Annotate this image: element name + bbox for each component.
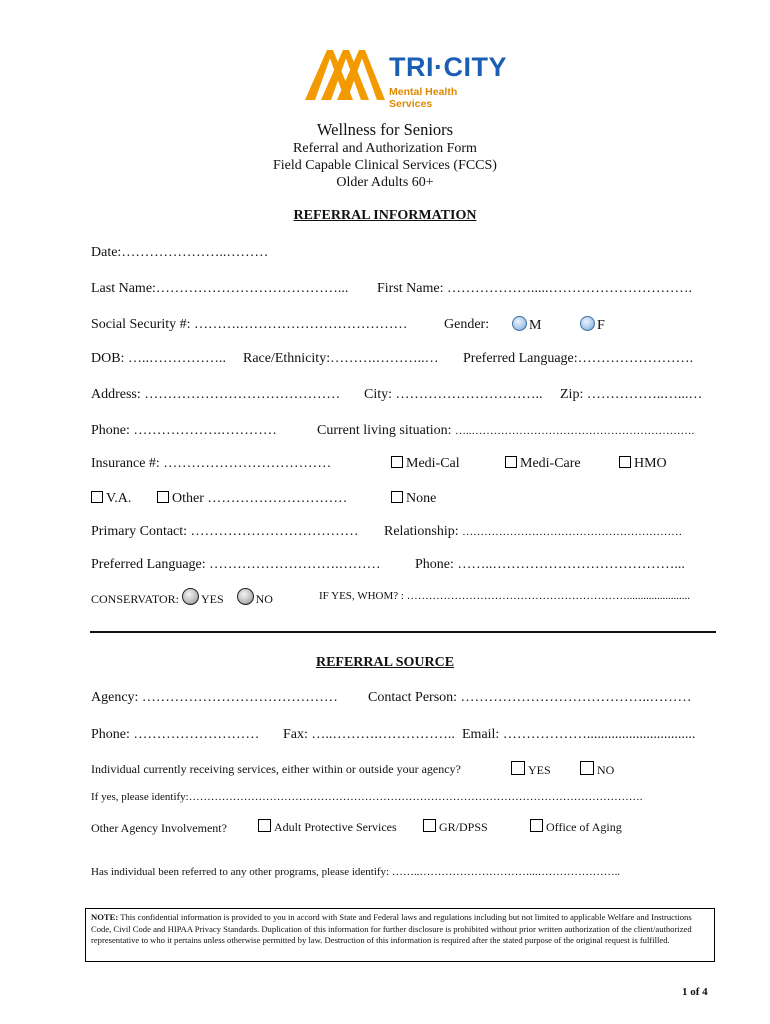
radio-no-icon[interactable]	[237, 588, 254, 605]
page-number: 1 of 4	[682, 986, 708, 998]
checkbox-icon[interactable]	[157, 491, 169, 503]
other-insurance-checkbox[interactable]: Other …………………………	[157, 491, 347, 507]
address-field[interactable]: Address: ……………………………………	[91, 387, 341, 402]
primary-contact-field[interactable]: Primary Contact: ………………………………	[91, 524, 359, 539]
contact-person-field[interactable]: Contact Person: …………………………………..………	[368, 690, 692, 705]
race-field[interactable]: Race/Ethnicity:……….………..…	[243, 351, 439, 366]
form-population: Older Adults 60+	[336, 175, 434, 190]
conservator-whom-field[interactable]: IF YES, WHOM? : …………………………………………………….......................	[319, 590, 690, 602]
receiving-no-checkbox[interactable]: NO	[580, 761, 614, 778]
logo-subtitle: Mental Health Services	[389, 86, 458, 110]
medicare-checkbox[interactable]: Medi-Care	[505, 456, 581, 472]
checkbox-icon[interactable]	[91, 491, 103, 503]
section-divider	[90, 631, 716, 633]
preferred-language-2-field[interactable]: Preferred Language: ……………………….………	[91, 557, 381, 572]
note-label: NOTE:	[91, 912, 119, 922]
fax-field[interactable]: Fax: …..……….……………..	[283, 727, 455, 742]
radio-f-icon[interactable]	[580, 316, 595, 331]
checkbox-icon[interactable]	[505, 456, 517, 468]
form-program: Field Capable Clinical Services (FCCS)	[273, 158, 497, 173]
city-field[interactable]: City: …………………………..	[364, 387, 543, 402]
radio-yes-icon[interactable]	[182, 588, 199, 605]
section-heading-referral-source: REFERRAL SOURCE	[315, 655, 455, 670]
ssn-field[interactable]: Social Security #: ……….………………………………	[91, 317, 408, 332]
email-field[interactable]: Email: ………………...............................	[462, 727, 696, 742]
form-title: Wellness for Seniors	[316, 120, 454, 139]
other-agency-label: Other Agency Involvement?	[91, 821, 227, 835]
dob-field[interactable]: DOB: …..……………..	[91, 351, 226, 366]
living-situation-field[interactable]: Current living situation: …..…………………………………………………….	[317, 423, 695, 438]
va-checkbox[interactable]: V.A.	[91, 491, 131, 507]
phone-2-field[interactable]: Phone: ……..…………………………………...	[415, 557, 685, 572]
grdpss-checkbox[interactable]: GR/DPSS	[423, 819, 488, 835]
conservator-label: CONSERVATOR:	[91, 592, 182, 606]
form-subtitle: Referral and Authorization Form	[293, 141, 477, 156]
confidentiality-note	[85, 908, 715, 962]
none-checkbox[interactable]: None	[391, 491, 436, 507]
checkbox-icon[interactable]	[530, 819, 543, 832]
logo-name: TRI·CITY	[389, 52, 507, 82]
conservator-yes[interactable]: YES	[200, 592, 224, 606]
insurance-field[interactable]: Insurance #: ………………………………	[91, 456, 332, 471]
other-programs-field[interactable]: Has individual been referred to any other programs, please identify: ……..…………………………...…………………..	[91, 866, 621, 878]
relationship-field[interactable]: Relationship: ……………………………………………………	[384, 524, 683, 539]
checkbox-icon[interactable]	[258, 819, 271, 832]
zip-field[interactable]: Zip: ……………..…...…	[560, 387, 703, 402]
receiving-yes-checkbox[interactable]: YES	[511, 761, 551, 778]
source-phone-field[interactable]: Phone: ………………………	[91, 727, 260, 742]
tri-city-logo	[303, 46, 507, 110]
note-text: This confidential information is provided to you in accord with State and Federal laws and regulations including but not limited to applicable Welfare and Instructions Code, Civil Code and HIPAA Privacy Standards. Duplication of this information for further disclosure is prohibited without prior written authorization of the client/authorized representative to who it pertains unless otherwise permitted by law. Destruction of this information is required after the stated purpose of the original request is fulfilled.	[91, 912, 692, 945]
radio-m-icon[interactable]	[512, 316, 527, 331]
gender-label: Gender:	[444, 317, 490, 332]
office-aging-checkbox[interactable]: Office of Aging	[530, 819, 622, 835]
date-field[interactable]: Date:…………………..………	[91, 245, 269, 260]
aps-checkbox[interactable]: Adult Protective Services	[258, 819, 397, 835]
checkbox-icon[interactable]	[391, 456, 403, 468]
gender-m-option[interactable]: M	[512, 316, 541, 334]
hmo-checkbox[interactable]: HMO	[619, 456, 667, 472]
checkbox-icon[interactable]	[391, 491, 403, 503]
agency-field[interactable]: Agency: ……………………………………	[91, 690, 338, 705]
preferred-language-field[interactable]: Preferred Language:…………………….	[463, 351, 694, 366]
checkbox-icon[interactable]	[423, 819, 436, 832]
receiving-services-question: Individual currently receiving services, either within or outside your agency?	[91, 762, 461, 776]
checkbox-icon[interactable]	[580, 761, 594, 775]
identify-services-field[interactable]: If yes, please identify:…………………………………………………………………………………………………………….	[91, 791, 643, 803]
conservator-no[interactable]: NO	[255, 592, 273, 606]
mountains-logo-icon	[303, 46, 389, 104]
last-name-field[interactable]: Last Name:…………………………………...	[91, 281, 349, 296]
checkbox-icon[interactable]	[511, 761, 525, 775]
first-name-field[interactable]: First Name: ……………….....………………………….	[377, 281, 692, 296]
checkbox-icon[interactable]	[619, 456, 631, 468]
phone-field[interactable]: Phone: ……………….…………	[91, 423, 277, 438]
medical-checkbox[interactable]: Medi-Cal	[391, 456, 460, 472]
section-heading-referral-info: REFERRAL INFORMATION	[293, 208, 477, 223]
gender-f-option[interactable]: F	[580, 316, 605, 334]
conservator-row	[91, 588, 273, 607]
